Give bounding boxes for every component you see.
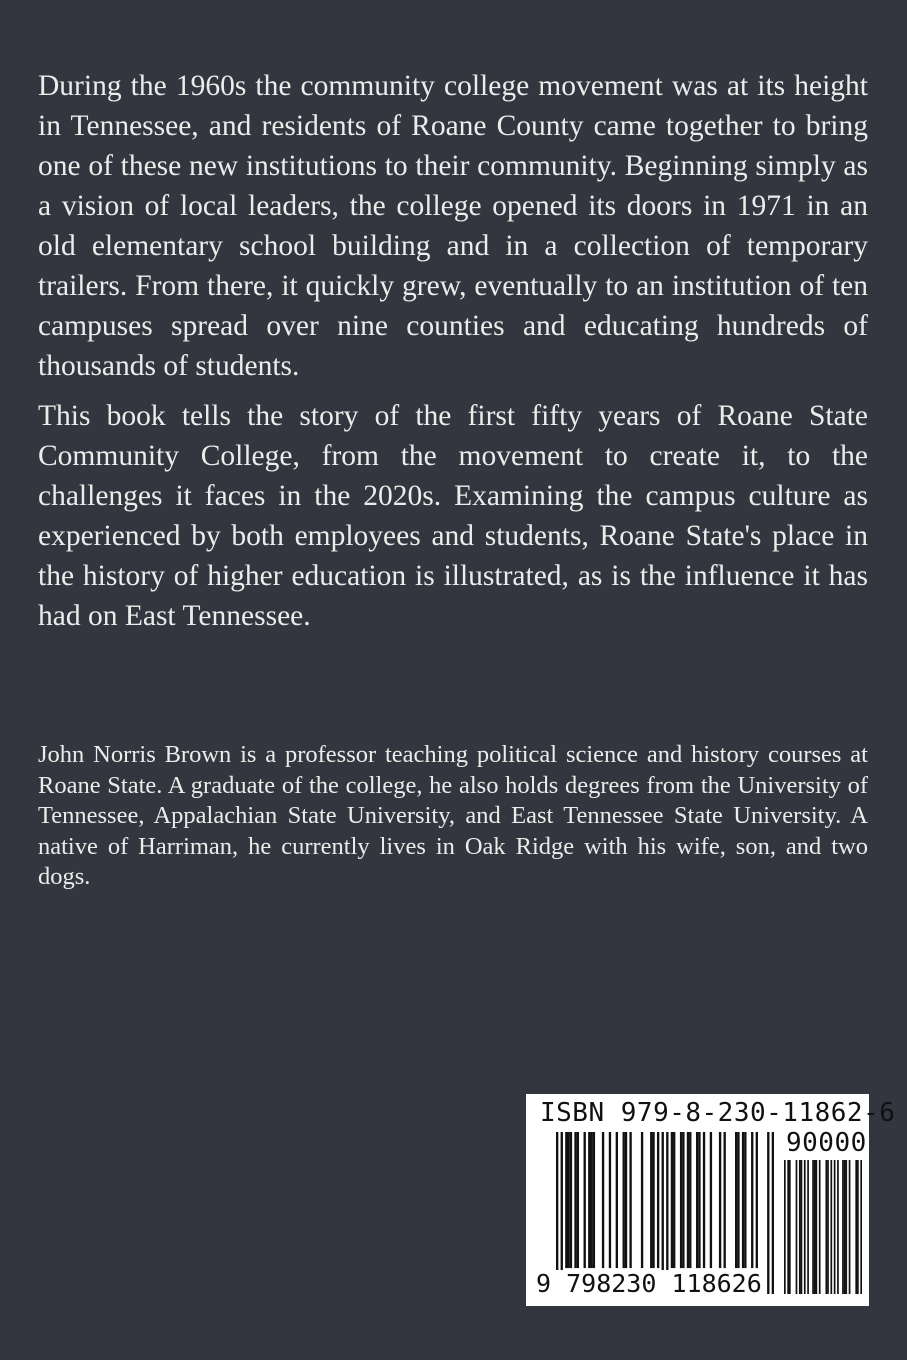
ean-digits-label: 9 798230 118626 xyxy=(536,1269,762,1298)
ean-bar xyxy=(641,1132,643,1268)
addon-barcode-svg xyxy=(784,1160,862,1294)
ean-bar xyxy=(673,1132,675,1268)
ean-bar xyxy=(567,1132,569,1268)
addon-bar xyxy=(784,1160,786,1294)
ean-bar xyxy=(698,1132,700,1268)
ean-bar xyxy=(682,1132,684,1268)
addon-bar xyxy=(816,1160,818,1294)
addon-barcode-bars xyxy=(784,1160,862,1294)
ean-bar xyxy=(696,1132,698,1268)
ean-bar xyxy=(565,1132,567,1268)
addon-bar xyxy=(801,1160,803,1294)
addon-bar xyxy=(849,1160,851,1294)
addon-bar xyxy=(789,1160,791,1294)
ean-bar xyxy=(671,1132,673,1268)
ean-bar xyxy=(609,1132,611,1268)
addon-bar xyxy=(807,1160,809,1294)
addon-bar xyxy=(857,1160,859,1294)
ean-bar xyxy=(593,1132,595,1268)
ean-bar xyxy=(602,1132,604,1268)
addon-bar xyxy=(845,1160,847,1294)
ean-bar xyxy=(767,1132,769,1294)
addon-bar xyxy=(834,1160,836,1294)
ean-bar xyxy=(772,1132,774,1294)
addon-bar xyxy=(827,1160,829,1294)
addon-bar xyxy=(787,1160,789,1294)
ean-bar xyxy=(724,1132,726,1268)
addon-bar xyxy=(796,1160,798,1294)
ean-bar xyxy=(590,1132,592,1268)
addon-bar xyxy=(819,1160,821,1294)
isbn-barcode xyxy=(526,1094,896,1306)
ean-bar xyxy=(588,1132,590,1268)
addon-bar xyxy=(842,1160,844,1294)
addon-bar xyxy=(830,1160,832,1294)
addon-bar xyxy=(812,1160,814,1294)
ean-bar xyxy=(616,1132,618,1268)
ean-bar xyxy=(657,1132,659,1268)
ean-bar xyxy=(574,1132,576,1268)
ean-bar xyxy=(719,1132,721,1268)
ean-bar xyxy=(577,1132,579,1268)
addon-bar xyxy=(860,1160,862,1294)
ean-bar xyxy=(751,1132,753,1268)
author-bio xyxy=(38,740,868,893)
description-paragraph-1: During the 1960s the community college movement was at its height in Tennessee, and residents of Roane County came together to bring one of these new institutions to their community. Beginning simply as a vision of local leaders, the college opened its doors in 1971 in an old elementary school building and in a collection of temporary trailers. From there, it quickly grew, eventually to an institution of ten campuses spread over nine counties and educating hundreds of thousands of students. xyxy=(38,70,868,382)
isbn-label: ISBN 979-8-230-11862-6 xyxy=(540,1098,896,1128)
description-paragraph-2: This book tells the story of the first fifty years of Roane State Community College, from the movement to create it, to the challenges it faces in the 2020s. Examining the campus culture as experienced by both employees and students, Roane State's place in the history of higher education is illustrated, as is the influence it has had on East Tennessee. xyxy=(38,400,868,632)
ean-bar xyxy=(742,1132,744,1268)
ean-bar xyxy=(629,1132,631,1268)
ean-bar xyxy=(735,1132,737,1268)
ean-bar xyxy=(689,1132,691,1268)
addon-bar xyxy=(837,1160,839,1294)
ean-bar xyxy=(680,1132,682,1268)
addon-bar xyxy=(804,1160,806,1294)
ean-bar xyxy=(737,1132,739,1268)
ean-bar xyxy=(756,1132,758,1268)
addon-bar xyxy=(799,1160,801,1294)
price-addon-label: 90000 xyxy=(786,1128,867,1158)
addon-bar xyxy=(855,1160,857,1294)
ean-bar xyxy=(570,1132,572,1268)
ean-bar xyxy=(625,1132,627,1268)
addon-bar xyxy=(844,1160,846,1294)
addon-bar xyxy=(825,1160,827,1294)
ean-bar xyxy=(623,1132,625,1268)
ean-bar xyxy=(652,1132,654,1268)
ean-bar xyxy=(650,1132,652,1268)
ean-bar xyxy=(710,1132,712,1268)
author-bio-text: John Norris Brown is a professor teaching political science and history courses at Roane State. A graduate of the college, he also holds degrees from the University of Tennessee, Appalachian State University, and East Tennessee State University. A native of Harriman, he currently lives in Oak Ridge with his wife, son, and two dogs. xyxy=(38,741,868,890)
ean-bar xyxy=(744,1132,746,1268)
ean-bar xyxy=(687,1132,689,1268)
book-description xyxy=(38,66,868,636)
ean-bar xyxy=(584,1132,586,1268)
ean-bar xyxy=(703,1132,705,1268)
addon-bar xyxy=(814,1160,816,1294)
